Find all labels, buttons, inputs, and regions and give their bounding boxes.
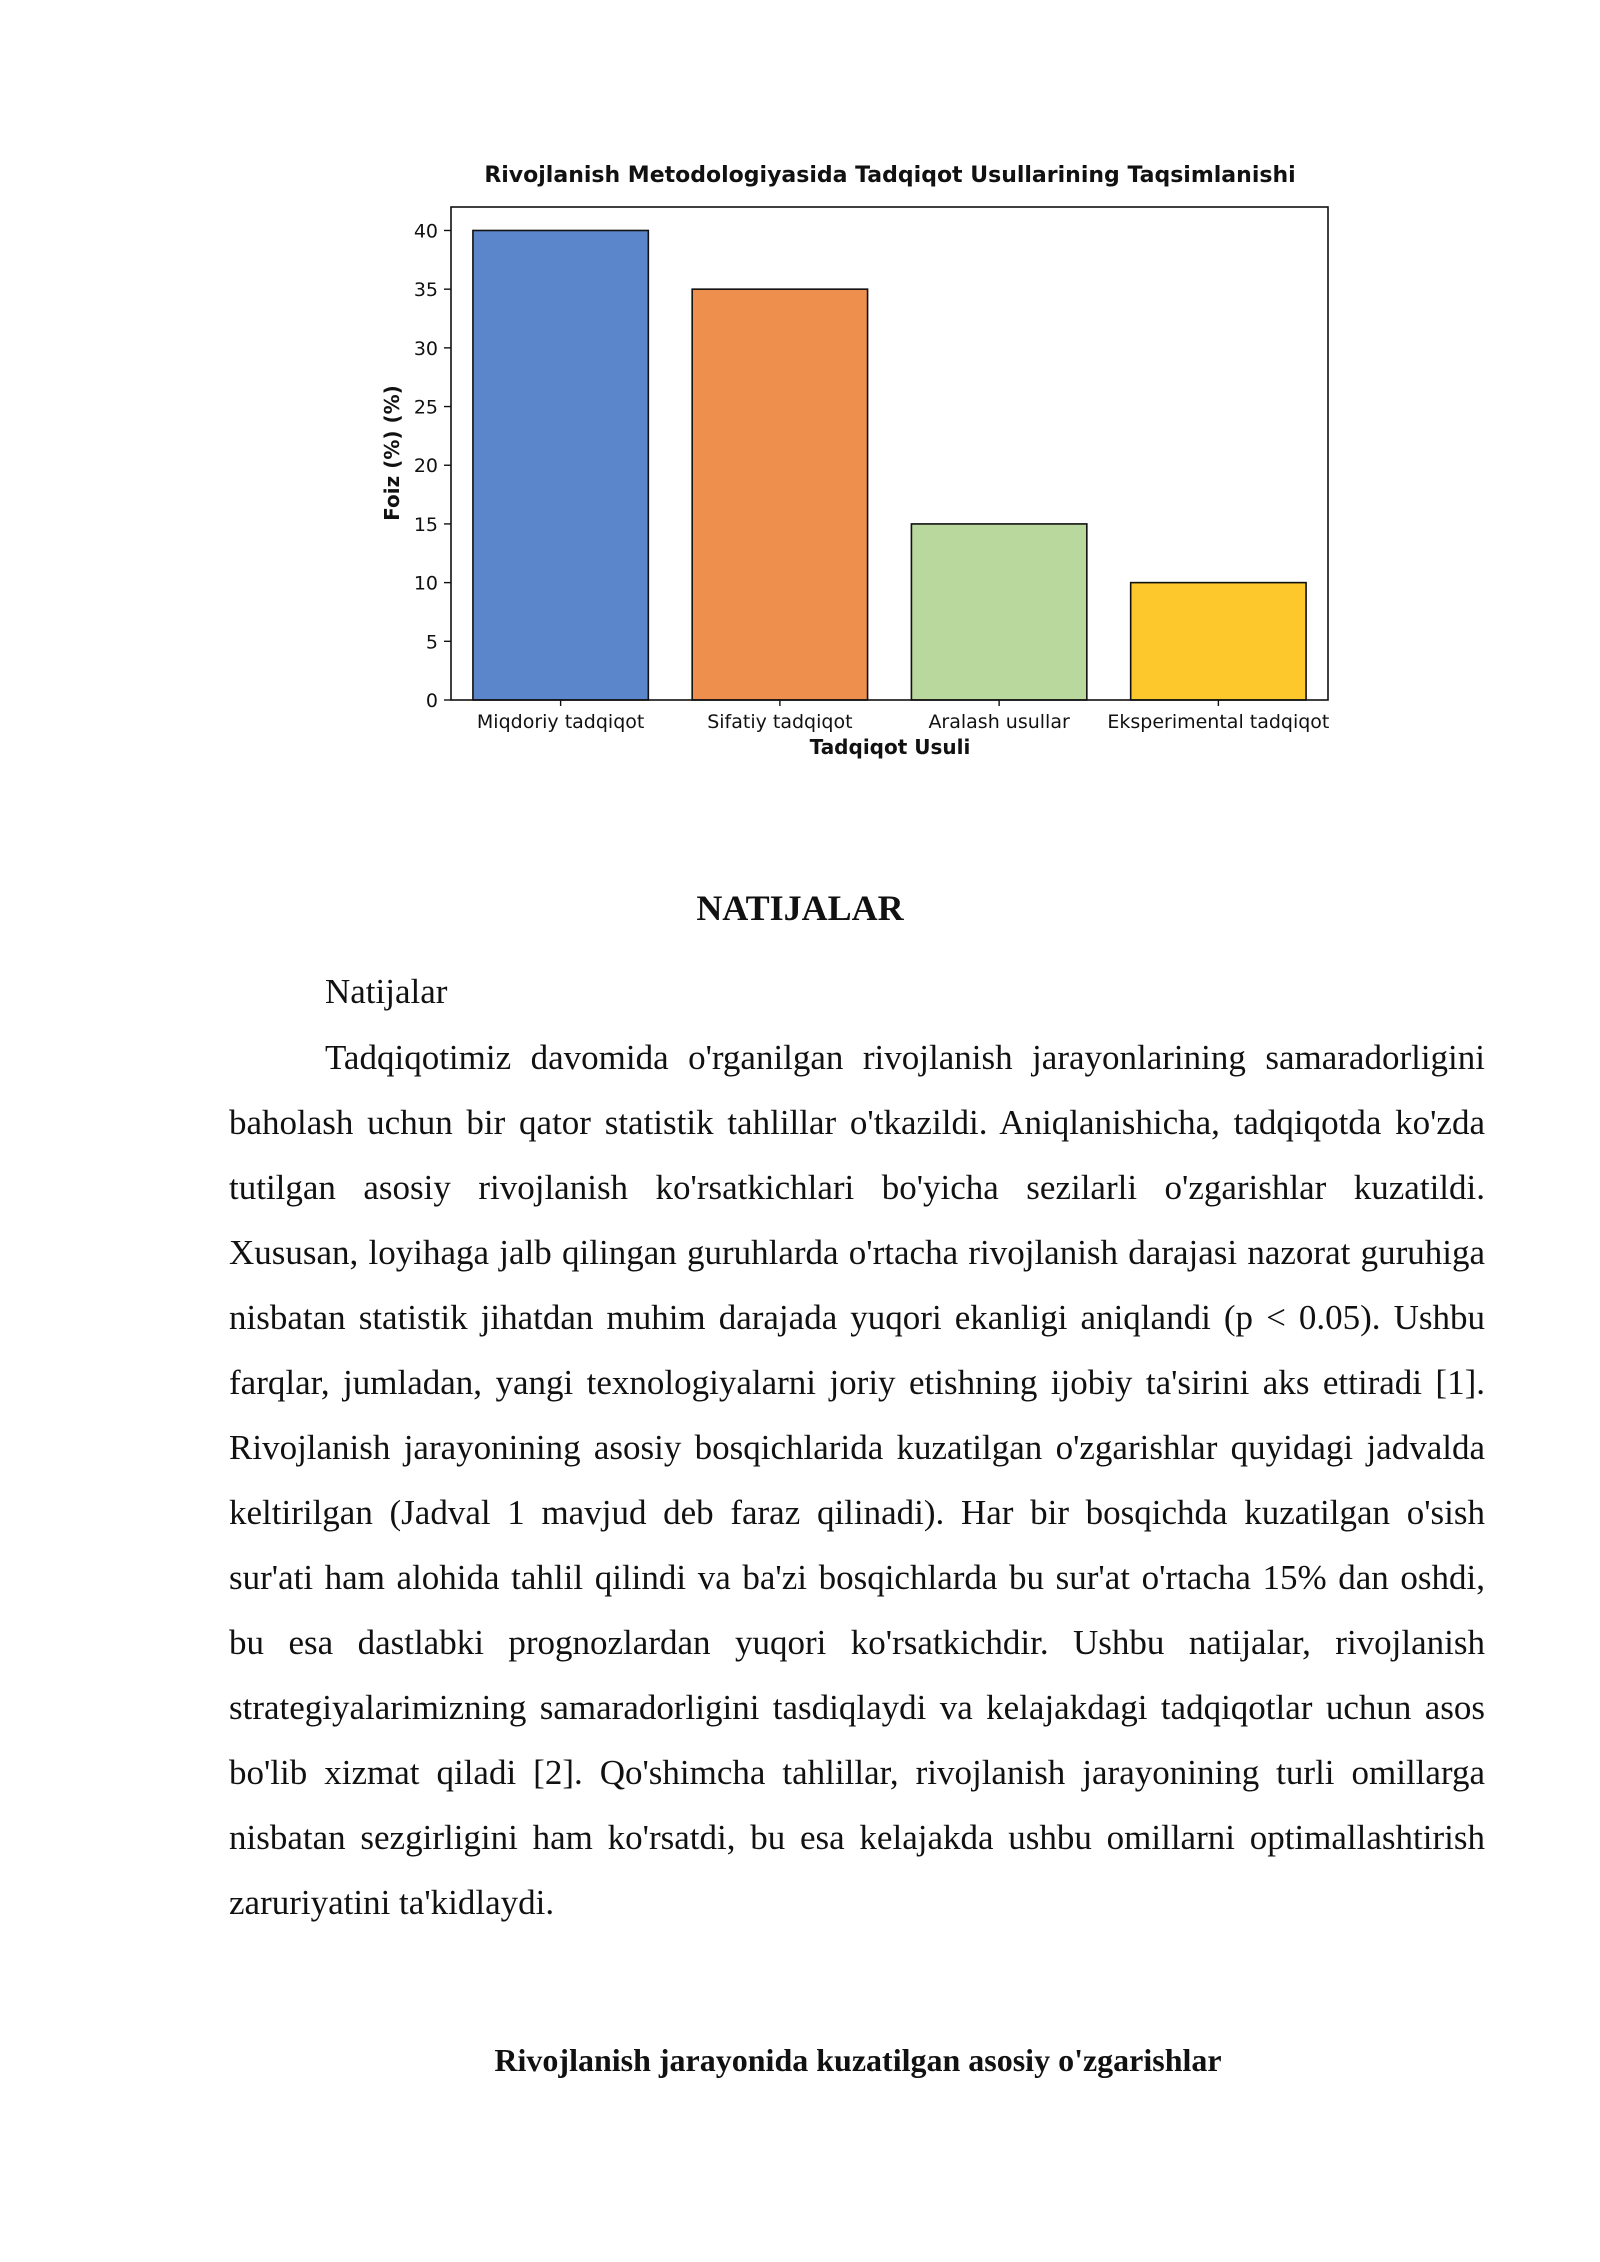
y-axis-label: Foiz (%) (%)	[380, 385, 404, 521]
results-paragraph: Tadqiqotimiz davomida o'rganilgan rivojlanish jarayonlarining samaradorligini baholash uchun bir qator statistik tahlillar o'tkazildi. Aniqlanishicha, tadqiqotda ko'zda tutilgan asosiy rivojlanish ko'rsatkichlari bo'yicha sezilarli o'zgarishlar kuzatildi. Xususan, loyihaga jalb qilingan guruhlarda o'rtacha rivojlanish darajasi nazorat guruhiga nisbatan statistik jihatdan muhim darajada yuqori ekanligi aniqlandi (p < 0.05). Ushbu farqlar, jumladan, yangi texnologiyalarni joriy etishning ijobiy ta'sirini aks ettiradi [1]. Rivojlanish jarayonining asosiy bosqichlarida kuzatilgan o'zgarishlar quyidagi jadvalda keltirilgan (Jadval 1 mavjud deb faraz qilinadi). Har bir bosqichda kuzatilgan o'sish sur'ati ham alohida tahlil qilindi va ba'zi bosqichlarda bu sur'at o'rtacha 15% dan oshdi, bu esa dastlabki prognozlardan yuqori ko'rsatkichdir. Ushbu natijalar, rivojlanish strategiyalarimizning samaradorligini tasdiqlaydi va kelajakdagi tadqiqotlar uchun asos bo'lib xizmat qiladi [2]. Qo'shimcha tahlillar, rivojlanish jarayonining turli omillarga nisbatan sezgirligini ham ko'rsatdi, bu esa kelajakda ushbu omillarni optimallashtirish zaruriyatini ta'kidlaydi.	[229, 1038, 1485, 1922]
y-tick-label: 0	[425, 690, 438, 712]
bar-3	[1131, 583, 1306, 700]
bar-chart	[0, 0, 1600, 790]
y-tick-label: 10	[413, 572, 438, 595]
x-tick-label: Eksperimental tadqiqot	[1107, 711, 1330, 733]
section-heading: NATIJALAR	[696, 888, 904, 928]
y-tick-label: 25	[413, 396, 438, 419]
bar-1	[692, 289, 867, 700]
y-tick-label: 15	[413, 513, 438, 536]
chart-title: Rivojlanish Metodologiyasida Tadqiqot Usullarining Taqsimlanishi	[484, 163, 1296, 188]
y-tick-label: 5	[425, 631, 438, 654]
x-tick-label: Miqdoriy tadqiqot	[476, 711, 645, 733]
bar-2	[911, 524, 1086, 700]
x-tick-label: Aralash usullar	[928, 711, 1070, 733]
table-caption: Rivojlanish jarayonida kuzatilgan asosiy o'zgarishlar	[494, 2042, 1222, 2078]
x-tick-label: Sifatiy tadqiqot	[707, 711, 853, 733]
y-tick-label: 30	[413, 337, 438, 360]
y-tick-label: 40	[413, 220, 438, 243]
y-tick-label: 35	[413, 279, 438, 302]
bar-0	[473, 230, 648, 700]
x-axis-label: Tadqiqot Usuli	[809, 735, 971, 759]
y-tick-label: 20	[413, 455, 438, 478]
section-subheading: Natijalar	[325, 972, 448, 1011]
